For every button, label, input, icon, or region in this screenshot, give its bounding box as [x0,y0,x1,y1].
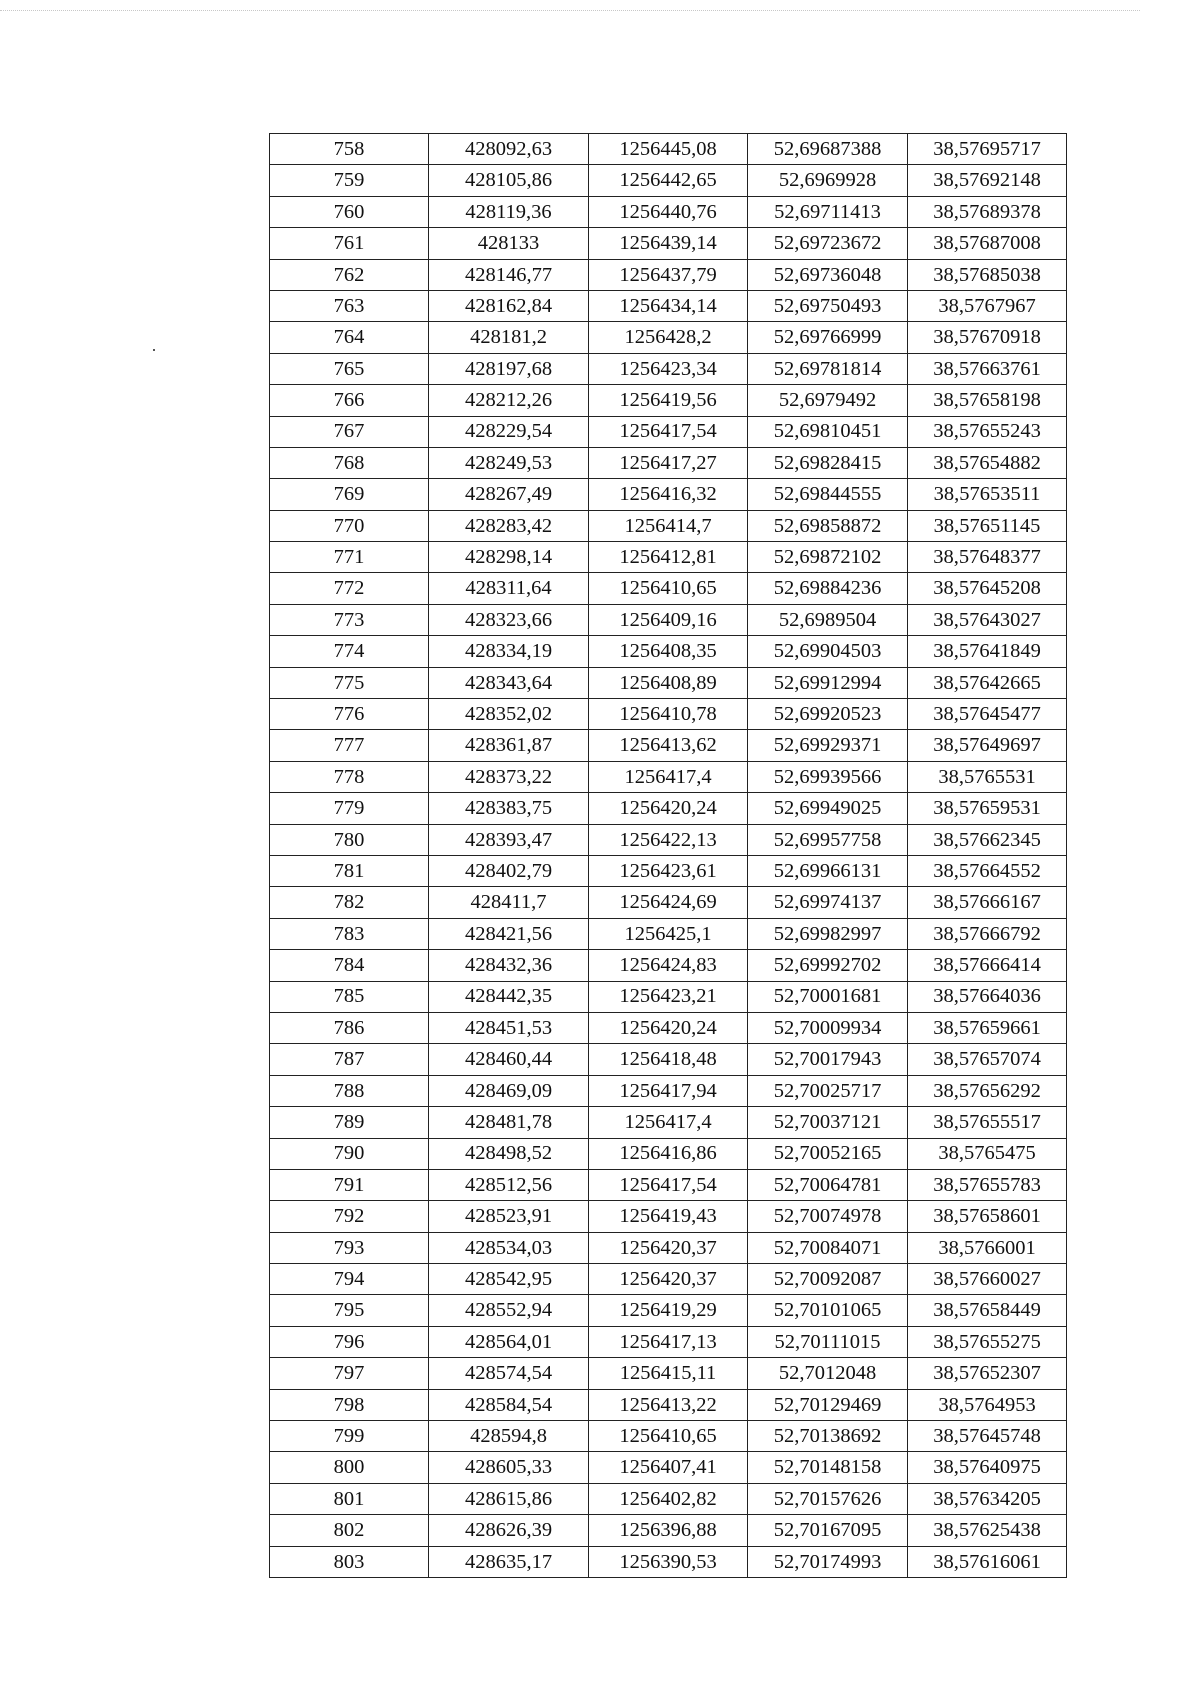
latitude-cell: 52,69920523 [748,699,908,730]
latitude-cell: 52,69904503 [748,636,908,667]
x-coordinate-cell: 428197,68 [429,353,589,384]
longitude-cell: 38,57685038 [908,259,1067,290]
x-coordinate-cell: 428393,47 [429,824,589,855]
x-coordinate-cell: 428451,53 [429,1012,589,1043]
longitude-cell: 38,57653511 [908,479,1067,510]
point-number-cell: 803 [270,1546,429,1577]
coordinates-table [269,133,1067,1578]
point-number-cell: 779 [270,793,429,824]
table-row [270,1075,1067,1106]
longitude-cell: 38,57666792 [908,918,1067,949]
table-row [270,1169,1067,1200]
table-row [270,1389,1067,1420]
longitude-cell: 38,57645477 [908,699,1067,730]
y-coordinate-cell: 1256439,14 [589,228,748,259]
latitude-cell: 52,70052165 [748,1138,908,1169]
longitude-cell: 38,57655243 [908,416,1067,447]
x-coordinate-cell: 428311,64 [429,573,589,604]
y-coordinate-cell: 1256417,94 [589,1075,748,1106]
longitude-cell: 38,5767967 [908,290,1067,321]
point-number-cell: 775 [270,667,429,698]
longitude-cell: 38,57642665 [908,667,1067,698]
x-coordinate-cell: 428605,33 [429,1452,589,1483]
latitude-cell: 52,6979492 [748,385,908,416]
longitude-cell: 38,57648377 [908,542,1067,573]
y-coordinate-cell: 1256420,37 [589,1264,748,1295]
table-row [270,1515,1067,1546]
y-coordinate-cell: 1256409,16 [589,604,748,635]
y-coordinate-cell: 1256417,54 [589,1169,748,1200]
coordinates-table-body [270,134,1067,1578]
table-row [270,385,1067,416]
longitude-cell: 38,5764953 [908,1389,1067,1420]
x-coordinate-cell: 428323,66 [429,604,589,635]
y-coordinate-cell: 1256416,32 [589,479,748,510]
x-coordinate-cell: 428615,86 [429,1483,589,1514]
y-coordinate-cell: 1256414,7 [589,510,748,541]
x-coordinate-cell: 428442,35 [429,981,589,1012]
latitude-cell: 52,6989504 [748,604,908,635]
point-number-cell: 776 [270,699,429,730]
point-number-cell: 765 [270,353,429,384]
point-number-cell: 783 [270,918,429,949]
x-coordinate-cell: 428373,22 [429,761,589,792]
x-coordinate-cell: 428343,64 [429,667,589,698]
table-row [270,981,1067,1012]
latitude-cell: 52,69766999 [748,322,908,353]
longitude-cell: 38,57689378 [908,196,1067,227]
longitude-cell: 38,5765531 [908,761,1067,792]
longitude-cell: 38,5766001 [908,1232,1067,1263]
y-coordinate-cell: 1256410,65 [589,573,748,604]
y-coordinate-cell: 1256419,29 [589,1295,748,1326]
table-row [270,134,1067,165]
y-coordinate-cell: 1256424,69 [589,887,748,918]
table-row [270,510,1067,541]
point-number-cell: 766 [270,385,429,416]
point-number-cell: 780 [270,824,429,855]
y-coordinate-cell: 1256440,76 [589,196,748,227]
y-coordinate-cell: 1256415,11 [589,1358,748,1389]
table-row [270,1452,1067,1483]
table-row [270,259,1067,290]
x-coordinate-cell: 428162,84 [429,290,589,321]
point-number-cell: 794 [270,1264,429,1295]
point-number-cell: 786 [270,1012,429,1043]
x-coordinate-cell: 428105,86 [429,165,589,196]
point-number-cell: 793 [270,1232,429,1263]
x-coordinate-cell: 428534,03 [429,1232,589,1263]
table-row [270,196,1067,227]
table-row [270,416,1067,447]
latitude-cell: 52,69884236 [748,573,908,604]
x-coordinate-cell: 428542,95 [429,1264,589,1295]
point-number-cell: 768 [270,447,429,478]
latitude-cell: 52,70009934 [748,1012,908,1043]
table-row [270,165,1067,196]
y-coordinate-cell: 1256423,61 [589,855,748,886]
y-coordinate-cell: 1256419,43 [589,1201,748,1232]
table-row [270,290,1067,321]
y-coordinate-cell: 1256420,24 [589,793,748,824]
table-row [270,322,1067,353]
point-number-cell: 799 [270,1421,429,1452]
latitude-cell: 52,70017943 [748,1044,908,1075]
y-coordinate-cell: 1256437,79 [589,259,748,290]
latitude-cell: 52,69966131 [748,855,908,886]
table-row [270,699,1067,730]
point-number-cell: 761 [270,228,429,259]
y-coordinate-cell: 1256390,53 [589,1546,748,1577]
latitude-cell: 52,70001681 [748,981,908,1012]
table-row [270,1295,1067,1326]
table-row [270,1264,1067,1295]
table-row [270,1044,1067,1075]
table-row [270,918,1067,949]
y-coordinate-cell: 1256417,54 [589,416,748,447]
latitude-cell: 52,70101065 [748,1295,908,1326]
point-number-cell: 773 [270,604,429,635]
point-number-cell: 769 [270,479,429,510]
y-coordinate-cell: 1256417,4 [589,761,748,792]
latitude-cell: 52,69912994 [748,667,908,698]
latitude-cell: 52,70148158 [748,1452,908,1483]
x-coordinate-cell: 428229,54 [429,416,589,447]
point-number-cell: 788 [270,1075,429,1106]
latitude-cell: 52,69844555 [748,479,908,510]
x-coordinate-cell: 428635,17 [429,1546,589,1577]
y-coordinate-cell: 1256407,41 [589,1452,748,1483]
latitude-cell: 52,69929371 [748,730,908,761]
y-coordinate-cell: 1256410,65 [589,1421,748,1452]
y-coordinate-cell: 1256413,62 [589,730,748,761]
point-number-cell: 802 [270,1515,429,1546]
longitude-cell: 38,57655783 [908,1169,1067,1200]
x-coordinate-cell: 428469,09 [429,1075,589,1106]
point-number-cell: 758 [270,134,429,165]
longitude-cell: 38,57660027 [908,1264,1067,1295]
y-coordinate-cell: 1256412,81 [589,542,748,573]
scan-speck [153,349,155,351]
y-coordinate-cell: 1256396,88 [589,1515,748,1546]
table-row [270,353,1067,384]
point-number-cell: 784 [270,950,429,981]
x-coordinate-cell: 428298,14 [429,542,589,573]
latitude-cell: 52,70092087 [748,1264,908,1295]
point-number-cell: 767 [270,416,429,447]
x-coordinate-cell: 428512,56 [429,1169,589,1200]
table-row [270,228,1067,259]
latitude-cell: 52,69750493 [748,290,908,321]
table-row [270,542,1067,573]
x-coordinate-cell: 428383,75 [429,793,589,824]
point-number-cell: 781 [270,855,429,886]
latitude-cell: 52,69687388 [748,134,908,165]
longitude-cell: 38,57641849 [908,636,1067,667]
longitude-cell: 38,57655275 [908,1326,1067,1357]
point-number-cell: 791 [270,1169,429,1200]
longitude-cell: 38,57657074 [908,1044,1067,1075]
latitude-cell: 52,7012048 [748,1358,908,1389]
y-coordinate-cell: 1256428,2 [589,322,748,353]
y-coordinate-cell: 1256417,4 [589,1107,748,1138]
x-coordinate-cell: 428432,36 [429,950,589,981]
x-coordinate-cell: 428402,79 [429,855,589,886]
table-row [270,1201,1067,1232]
table-row [270,1421,1067,1452]
y-coordinate-cell: 1256420,37 [589,1232,748,1263]
table-row [270,667,1067,698]
x-coordinate-cell: 428626,39 [429,1515,589,1546]
longitude-cell: 38,57643027 [908,604,1067,635]
point-number-cell: 800 [270,1452,429,1483]
x-coordinate-cell: 428283,42 [429,510,589,541]
table-row [270,1012,1067,1043]
latitude-cell: 52,69992702 [748,950,908,981]
y-coordinate-cell: 1256402,82 [589,1483,748,1514]
longitude-cell: 38,57659661 [908,1012,1067,1043]
latitude-cell: 52,69939566 [748,761,908,792]
y-coordinate-cell: 1256423,34 [589,353,748,384]
point-number-cell: 777 [270,730,429,761]
longitude-cell: 38,57655517 [908,1107,1067,1138]
point-number-cell: 796 [270,1326,429,1357]
x-coordinate-cell: 428092,63 [429,134,589,165]
longitude-cell: 38,57666167 [908,887,1067,918]
x-coordinate-cell: 428421,56 [429,918,589,949]
longitude-cell: 38,57634205 [908,1483,1067,1514]
longitude-cell: 38,57645208 [908,573,1067,604]
x-coordinate-cell: 428119,36 [429,196,589,227]
latitude-cell: 52,69736048 [748,259,908,290]
table-row [270,887,1067,918]
longitude-cell: 38,57658198 [908,385,1067,416]
point-number-cell: 762 [270,259,429,290]
latitude-cell: 52,70174993 [748,1546,908,1577]
table-row [270,1483,1067,1514]
point-number-cell: 782 [270,887,429,918]
point-number-cell: 792 [270,1201,429,1232]
x-coordinate-cell: 428361,87 [429,730,589,761]
y-coordinate-cell: 1256424,83 [589,950,748,981]
y-coordinate-cell: 1256442,65 [589,165,748,196]
scan-edge-line [0,10,1140,11]
longitude-cell: 38,57649697 [908,730,1067,761]
latitude-cell: 52,70157626 [748,1483,908,1514]
longitude-cell: 38,57658449 [908,1295,1067,1326]
latitude-cell: 52,69982997 [748,918,908,949]
latitude-cell: 52,70025717 [748,1075,908,1106]
latitude-cell: 52,69828415 [748,447,908,478]
longitude-cell: 38,57656292 [908,1075,1067,1106]
point-number-cell: 774 [270,636,429,667]
point-number-cell: 789 [270,1107,429,1138]
y-coordinate-cell: 1256408,89 [589,667,748,698]
table-row [270,730,1067,761]
latitude-cell: 52,69974137 [748,887,908,918]
y-coordinate-cell: 1256419,56 [589,385,748,416]
longitude-cell: 38,57662345 [908,824,1067,855]
longitude-cell: 38,5765475 [908,1138,1067,1169]
table-row [270,1546,1067,1577]
latitude-cell: 52,69949025 [748,793,908,824]
table-row [270,604,1067,635]
x-coordinate-cell: 428552,94 [429,1295,589,1326]
longitude-cell: 38,57616061 [908,1546,1067,1577]
y-coordinate-cell: 1256417,27 [589,447,748,478]
point-number-cell: 797 [270,1358,429,1389]
table-row [270,636,1067,667]
x-coordinate-cell: 428411,7 [429,887,589,918]
x-coordinate-cell: 428181,2 [429,322,589,353]
x-coordinate-cell: 428564,01 [429,1326,589,1357]
y-coordinate-cell: 1256413,22 [589,1389,748,1420]
latitude-cell: 52,69723672 [748,228,908,259]
point-number-cell: 771 [270,542,429,573]
x-coordinate-cell: 428481,78 [429,1107,589,1138]
longitude-cell: 38,57645748 [908,1421,1067,1452]
latitude-cell: 52,69711413 [748,196,908,227]
longitude-cell: 38,57640975 [908,1452,1067,1483]
y-coordinate-cell: 1256416,86 [589,1138,748,1169]
point-number-cell: 760 [270,196,429,227]
x-coordinate-cell: 428334,19 [429,636,589,667]
y-coordinate-cell: 1256445,08 [589,134,748,165]
latitude-cell: 52,70084071 [748,1232,908,1263]
longitude-cell: 38,57658601 [908,1201,1067,1232]
x-coordinate-cell: 428523,91 [429,1201,589,1232]
point-number-cell: 759 [270,165,429,196]
point-number-cell: 801 [270,1483,429,1514]
x-coordinate-cell: 428498,52 [429,1138,589,1169]
y-coordinate-cell: 1256410,78 [589,699,748,730]
latitude-cell: 52,69781814 [748,353,908,384]
table-row [270,1232,1067,1263]
longitude-cell: 38,57666414 [908,950,1067,981]
point-number-cell: 770 [270,510,429,541]
point-number-cell: 763 [270,290,429,321]
x-coordinate-cell: 428267,49 [429,479,589,510]
x-coordinate-cell: 428460,44 [429,1044,589,1075]
y-coordinate-cell: 1256420,24 [589,1012,748,1043]
longitude-cell: 38,57692148 [908,165,1067,196]
table-row [270,479,1067,510]
latitude-cell: 52,70138692 [748,1421,908,1452]
table-row [270,573,1067,604]
table-row [270,824,1067,855]
y-coordinate-cell: 1256418,48 [589,1044,748,1075]
longitude-cell: 38,57659531 [908,793,1067,824]
table-row [270,950,1067,981]
table-row [270,1107,1067,1138]
point-number-cell: 772 [270,573,429,604]
y-coordinate-cell: 1256417,13 [589,1326,748,1357]
x-coordinate-cell: 428212,26 [429,385,589,416]
longitude-cell: 38,57651145 [908,510,1067,541]
latitude-cell: 52,69810451 [748,416,908,447]
latitude-cell: 52,70074978 [748,1201,908,1232]
longitude-cell: 38,57652307 [908,1358,1067,1389]
point-number-cell: 798 [270,1389,429,1420]
latitude-cell: 52,69872102 [748,542,908,573]
x-coordinate-cell: 428146,77 [429,259,589,290]
latitude-cell: 52,70111015 [748,1326,908,1357]
latitude-cell: 52,70037121 [748,1107,908,1138]
table-row [270,1138,1067,1169]
longitude-cell: 38,57670918 [908,322,1067,353]
point-number-cell: 785 [270,981,429,1012]
longitude-cell: 38,57664036 [908,981,1067,1012]
latitude-cell: 52,70129469 [748,1389,908,1420]
longitude-cell: 38,57663761 [908,353,1067,384]
point-number-cell: 795 [270,1295,429,1326]
point-number-cell: 787 [270,1044,429,1075]
table-row [270,855,1067,886]
x-coordinate-cell: 428584,54 [429,1389,589,1420]
table-row [270,447,1067,478]
table-row [270,761,1067,792]
longitude-cell: 38,57687008 [908,228,1067,259]
point-number-cell: 778 [270,761,429,792]
longitude-cell: 38,57625438 [908,1515,1067,1546]
x-coordinate-cell: 428594,8 [429,1421,589,1452]
x-coordinate-cell: 428574,54 [429,1358,589,1389]
y-coordinate-cell: 1256408,35 [589,636,748,667]
latitude-cell: 52,69858872 [748,510,908,541]
longitude-cell: 38,57695717 [908,134,1067,165]
y-coordinate-cell: 1256423,21 [589,981,748,1012]
longitude-cell: 38,57654882 [908,447,1067,478]
y-coordinate-cell: 1256422,13 [589,824,748,855]
point-number-cell: 764 [270,322,429,353]
x-coordinate-cell: 428352,02 [429,699,589,730]
point-number-cell: 790 [270,1138,429,1169]
latitude-cell: 52,6969928 [748,165,908,196]
latitude-cell: 52,70167095 [748,1515,908,1546]
latitude-cell: 52,69957758 [748,824,908,855]
x-coordinate-cell: 428249,53 [429,447,589,478]
y-coordinate-cell: 1256425,1 [589,918,748,949]
table-row [270,1326,1067,1357]
table-row [270,793,1067,824]
latitude-cell: 52,70064781 [748,1169,908,1200]
x-coordinate-cell: 428133 [429,228,589,259]
coordinates-table-container [269,133,1066,1578]
longitude-cell: 38,57664552 [908,855,1067,886]
table-row [270,1358,1067,1389]
y-coordinate-cell: 1256434,14 [589,290,748,321]
